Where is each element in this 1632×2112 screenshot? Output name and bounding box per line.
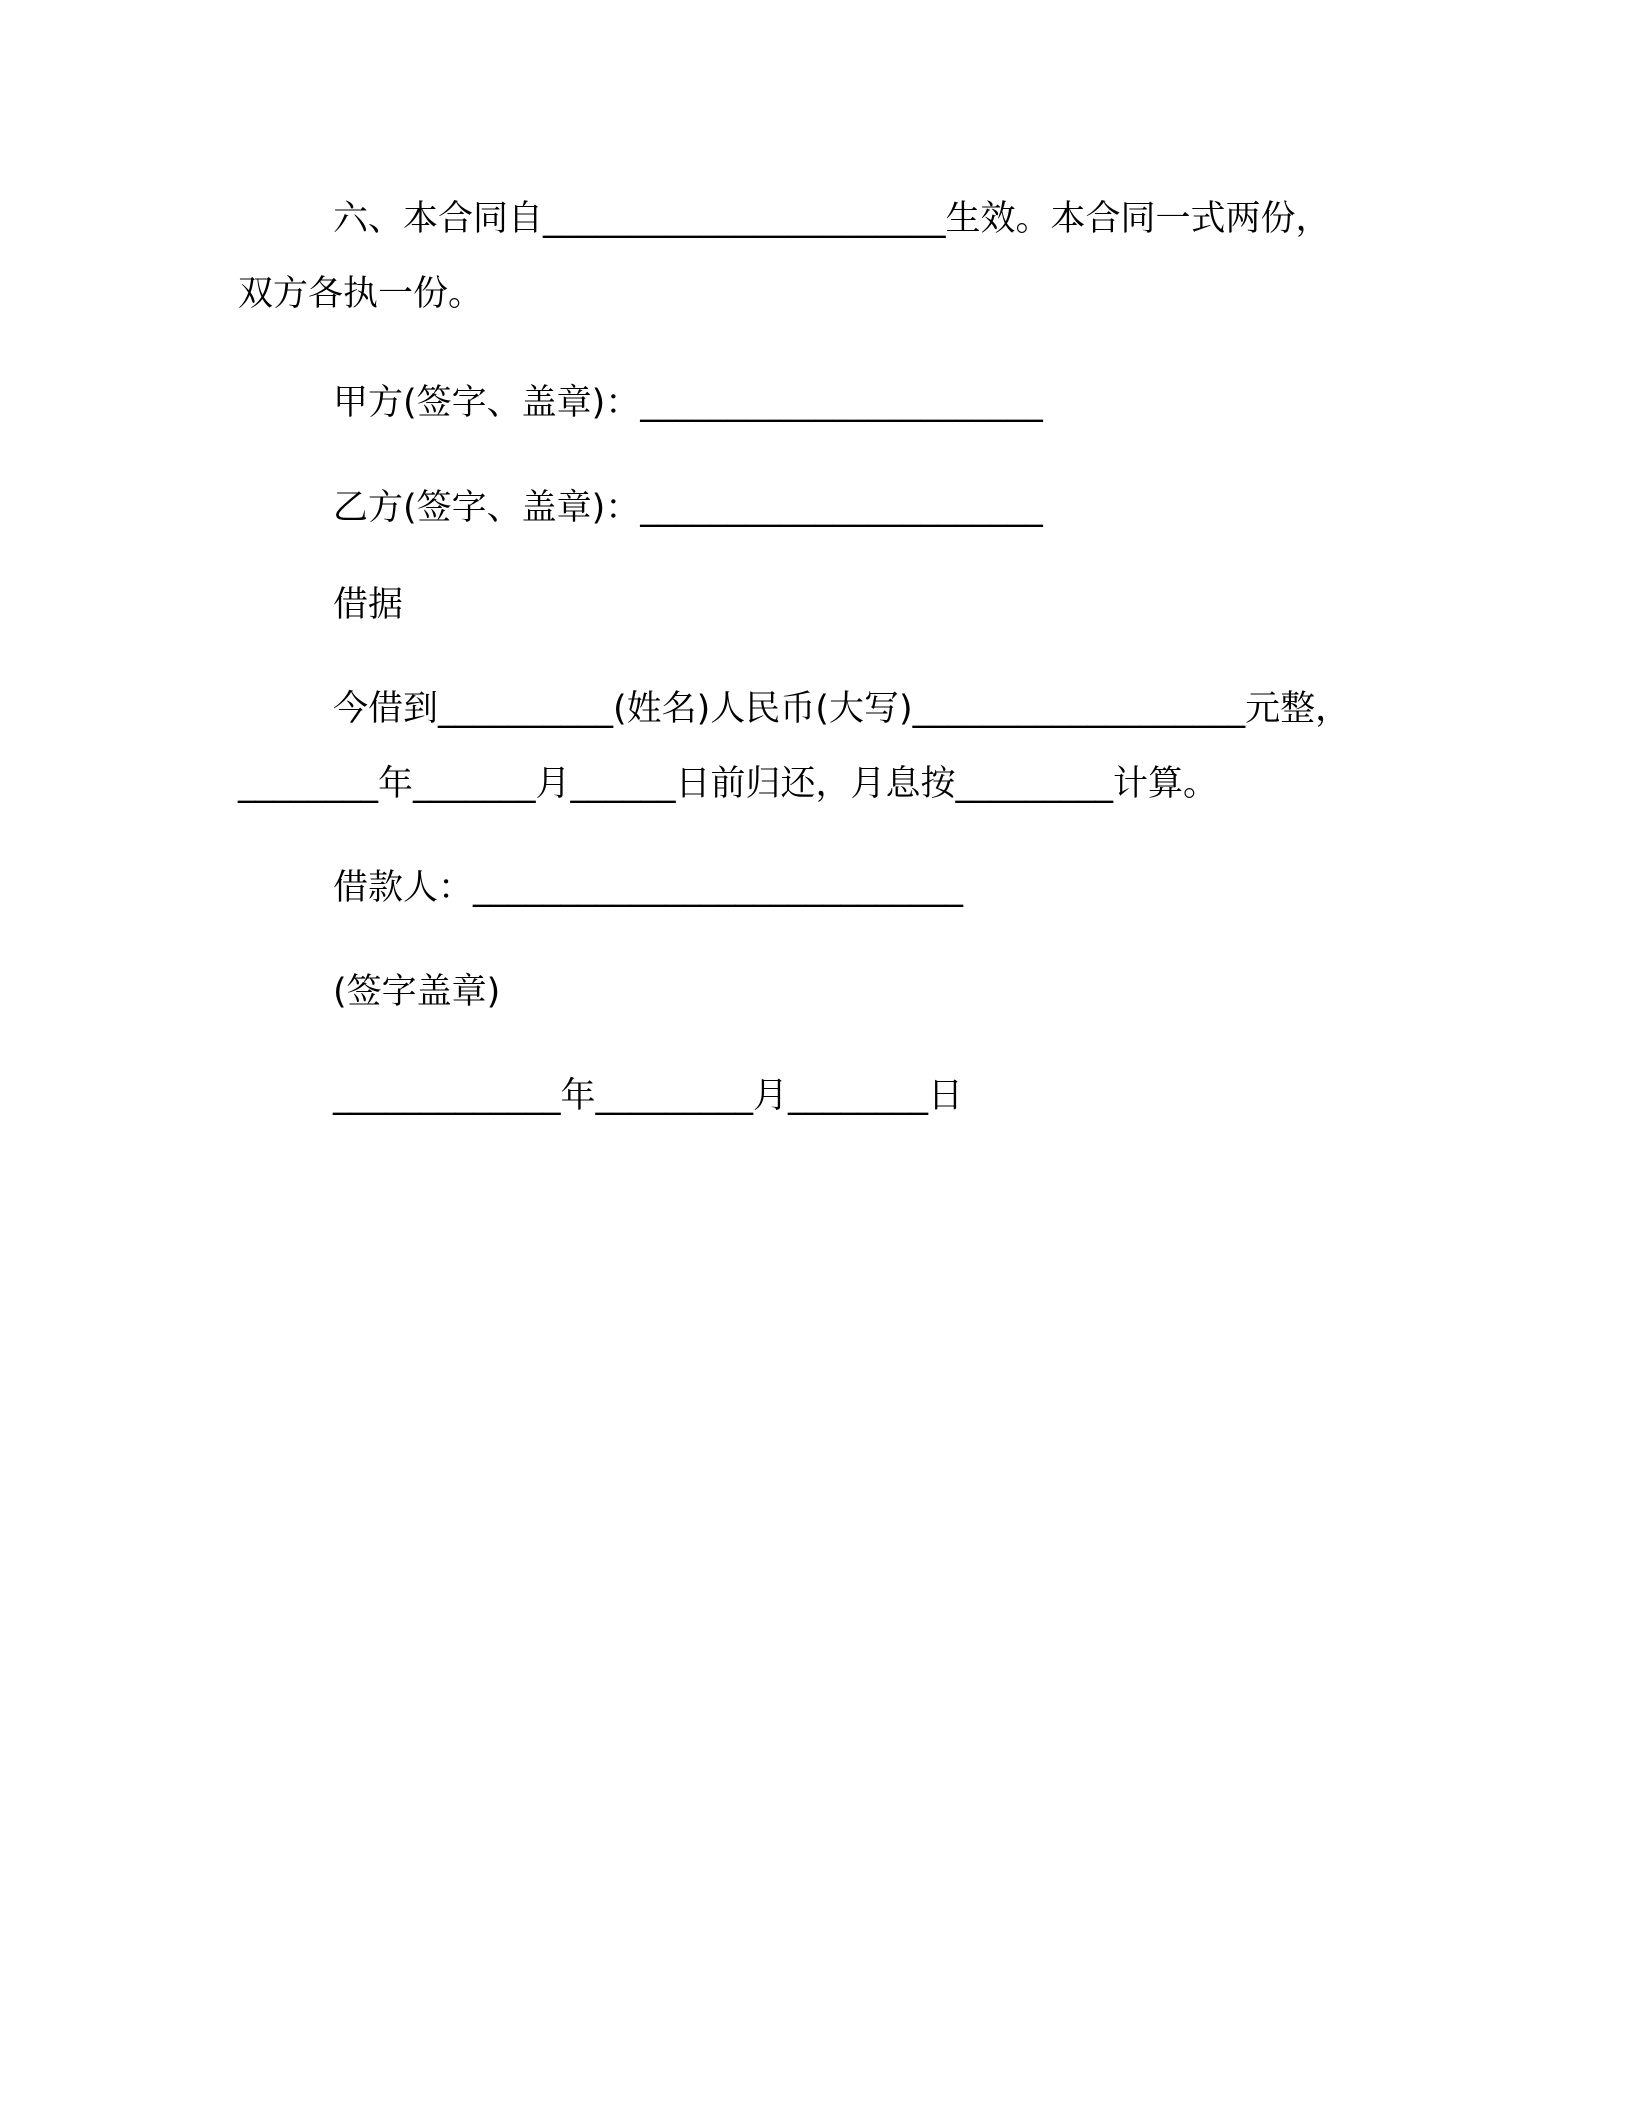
borrower-signature-line: 借款人：____________________________ [333,868,964,908]
party-b-signature-line: 乙方(签字、盖章)：_______________________ [333,488,1043,528]
iou-body-line-1: 今借到__________(姓名)人民币(大写)___________________元整， [333,689,1351,729]
iou-title: 借据 [333,585,404,625]
clause-six-line-1: 六、本合同自_______________________生效。本合同一式两份， [333,199,1331,239]
party-a-signature-line: 甲方(签字、盖章)：_______________________ [333,383,1043,423]
signature-seal-note: (签字盖章) [333,972,501,1012]
date-line: _____________年_________月________日 [333,1076,964,1116]
clause-six-line-2: 双方各执一份。 [238,274,484,314]
iou-body-line-2: ________年_______月______日前归还，月息按_________计算。 [238,764,1219,804]
